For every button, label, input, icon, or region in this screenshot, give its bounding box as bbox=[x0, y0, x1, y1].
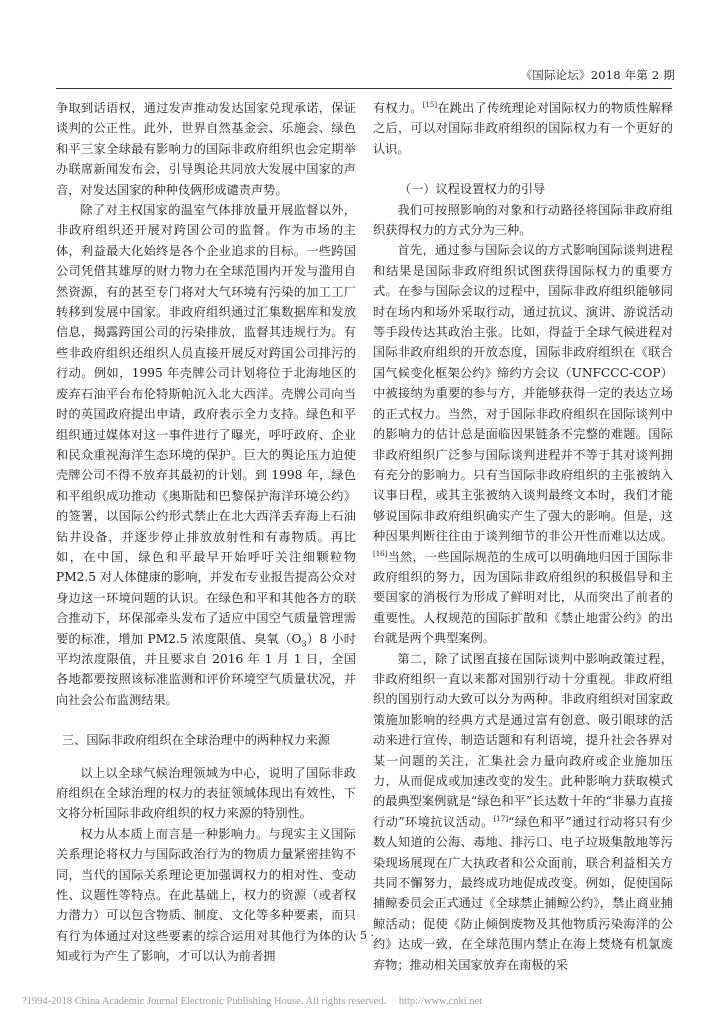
left-paragraph-2 bbox=[56, 200, 356, 710]
footer bbox=[22, 996, 482, 1007]
right-paragraph-1-text-a: 有权力。 bbox=[373, 101, 423, 115]
ozone-subscript: 3 bbox=[301, 639, 307, 648]
right-paragraph-4-text-b: “绿色和平”通过行动将只有少数人知道的公海、毒地、排污口、电子垃圾集散地等污染现场展现在广大执政者和公众面前，联合利益相关方共同不懈努力，最终成功地促成改变。例如，促使国际捕鲸委员会正式通过《全球禁止捕鲸公约》，禁止商业捕鲸活动；促使《防止倾倒废物及其他物质污染海洋的公约》达成一致，在全球范围内禁止在海上焚烧有机氯废弃物；推动相关国家放弃在南极的采 bbox=[373, 814, 673, 972]
right-paragraph-2: 我们可按照影响的对象和行动路径将国际非政府组织获得权力的方式分为三种。 bbox=[373, 202, 673, 238]
right-paragraph-3-text-a: 首先，通过参与国际会议的方式影响国际谈判进程和结果是国际非政府组织试图获得国际权力的重要方式。在参与国际会议的过程中，国际非政府组织能够同时在场内和场外采取行动，通过抗议、演讲、游说活动等手段传达其政治主张。比如，得益于全球气候进程对国际非政府组织的开放态度，国际非政府组织在《联合国气候变化框架公约》缔约方会议（UNFCCC-COP）中被接纳为重要的参与方，并能够获得一定的表达立场的正式权力。当然，对于国际非政府组织在国际谈判中的影响力的估计总是面临因果链条不完整的难题。国际非政府组织广泛参与国际谈判进程并不等于其对谈判拥有充分的影响力。只有当国际非政府组织的主张被纳入议事日程，或其主张被纳入谈判最终文本时，我们才能够说国际非政府组织确实产生了强大的影响。但是，这种因果判断往往由于谈判细节的非公开性而难以达成。 bbox=[373, 243, 673, 544]
citation-15: [15] bbox=[422, 100, 438, 109]
left-paragraph-2-text-b: ）8 小时平均浓度限值，并且要求自 2016 年 1 月 1 日，全国各地都要按照该标准监测和评价环境空气质量状况，并向社会公布监测结果。 bbox=[56, 631, 356, 707]
left-paragraph-4: 权力从本质上而言是一种影响力。与现实主义国际关系理论将权力与国际政治行为的物质力量紧密挂钩不同，当代的国际关系理论更加强调权力的相对性、变动性、议题性等特点。在此基础上，权力的资源（或者权力潜力）可以包含物质、制度、文化等多种要素，而只有行为体通过对这些要素的综合运用对其他行为体的认知或行为产生了影响，才可以认为前者拥 bbox=[56, 826, 356, 964]
right-paragraph-4 bbox=[373, 649, 673, 976]
journal-issue-header: 《国际论坛》2018 年第 2 期 bbox=[520, 68, 675, 82]
left-paragraph-1: 争取到话语权，通过发声推动发达国家兑现承诺，保证谈判的公正性。此外，世界自然基金会、乐施会、绿色和平三家全球最有影响力的国际非政府组织也会定期举办联席新闻发布会，引导舆论共同放大发展中国家的声音，对发达国家的种种伎俩形成谴责声势。 bbox=[56, 101, 356, 197]
left-paragraph-3: 以上以全球气候治理领域为中心，说明了国际非政府组织在全球治理的权力的表征领域体现出有效性，下文将分析国际非政府组织的权力来源的特别性。 bbox=[56, 765, 356, 821]
right-paragraph-3 bbox=[373, 240, 673, 648]
left-column bbox=[56, 98, 356, 967]
right-paragraph-4-text-a: 第二，除了试图直接在国际谈判中影响政策过程，非政府组织一直以来都对国别行动十分重视。非政府组织的国别行动大致可以分为两种。非政府组织对国家政策施加影响的经典方式是通过富有创意、吸引眼球的活动来进行宣传，制造话题和有利语境，提升社会各界对某一问题的关注，汇集社会力量向政府或企业施加压力，从而促成或加速改变的发生。此种影响力获取模式的最典型案例就是“绿色和平”长达数十年的“非暴力直接行动”环境抗议活动。 bbox=[373, 651, 673, 829]
page-number: · 5 · bbox=[353, 929, 374, 942]
left-paragraph-2-text-a: 除了对主权国家的温室气体排放量开展监督以外，非政府组织还开展对跨国公司的监督。作为市场的主体，利益最大化始终是各个企业追求的目标。一些跨国公司凭借其雄厚的财力物力在全球范围内开发与滥用自然资源，有的甚至专门将对大气环境有污染的加工工厂转移到发展中国家。非政府组织通过汇集数据库和发放信息，揭露跨国公司的污染排放，监督其违规行为。有些非政府组织还组织人员直接开展反对跨国公司排污的行动。例如，1995 年壳牌公司计划将位于北海地区的废弃石油平台布伦特斯帕沉入北大西洋。壳牌公司向当时的英国政府提出申请，政府表示全力支持。绿色和平组织通过媒体对这一事件进行了曝光，呼吁政府、企业和民众重视海洋生态环境的保护。巨大的舆论压力迫使壳牌公司不得不放弃其最初的计划。到 1998 年，绿色和平组织成功推动《奥斯陆和巴黎保护海洋环境公约》的签署，以国际公约形式禁止在北大西洋丢弃海上石油钻井设备，并逐步停止排放放射性和有毒物质。再比如，在中国，绿色和平最早开始呼吁关注细颗粒物 PM2.5 对人体健康的影响，并发布专业报告提高公众对身边这一环境问题的认识。在绿色和平和其他各方的联合推动下，环保部牵头发布了适应中国空气质量管理需要的标准，增加 PM2.5 浓度限值、臭氧（O bbox=[56, 203, 356, 646]
footer-copyright: ?1994-2018 China Academic Journal Electronic Publishing House. All rights reserved. bbox=[22, 996, 387, 1007]
right-column bbox=[373, 98, 673, 975]
right-paragraph-3-text-b: 当然，一些国际规范的生成可以明确地归因于国际非政府组织的努力，因为国际非政府组织的积极倡导和主要国家的消极行为形成了鲜明对比，从而突出了前者的重要性。人权规范的国际扩散和《禁止地雷公约》的出台就是两个典型案例。 bbox=[373, 549, 673, 646]
citation-16: [16] bbox=[373, 549, 388, 558]
footer-url[interactable]: http://www.cnki.net bbox=[398, 996, 483, 1007]
right-paragraph-1 bbox=[373, 98, 673, 159]
subsection-1-heading: （一）议程设置权力的引导 bbox=[399, 182, 546, 197]
right-paragraph-1-text-b: 在跳出了传统理论对国际权力的物质性解释之后，可以对国际非政府组织的国际权力有一个更好的认识。 bbox=[373, 101, 674, 156]
section-3-heading: 三、国际非政府组织在全球治理中的两种权力来源 bbox=[62, 733, 331, 748]
citation-17: [17] bbox=[493, 814, 509, 823]
header-rule bbox=[56, 88, 672, 89]
